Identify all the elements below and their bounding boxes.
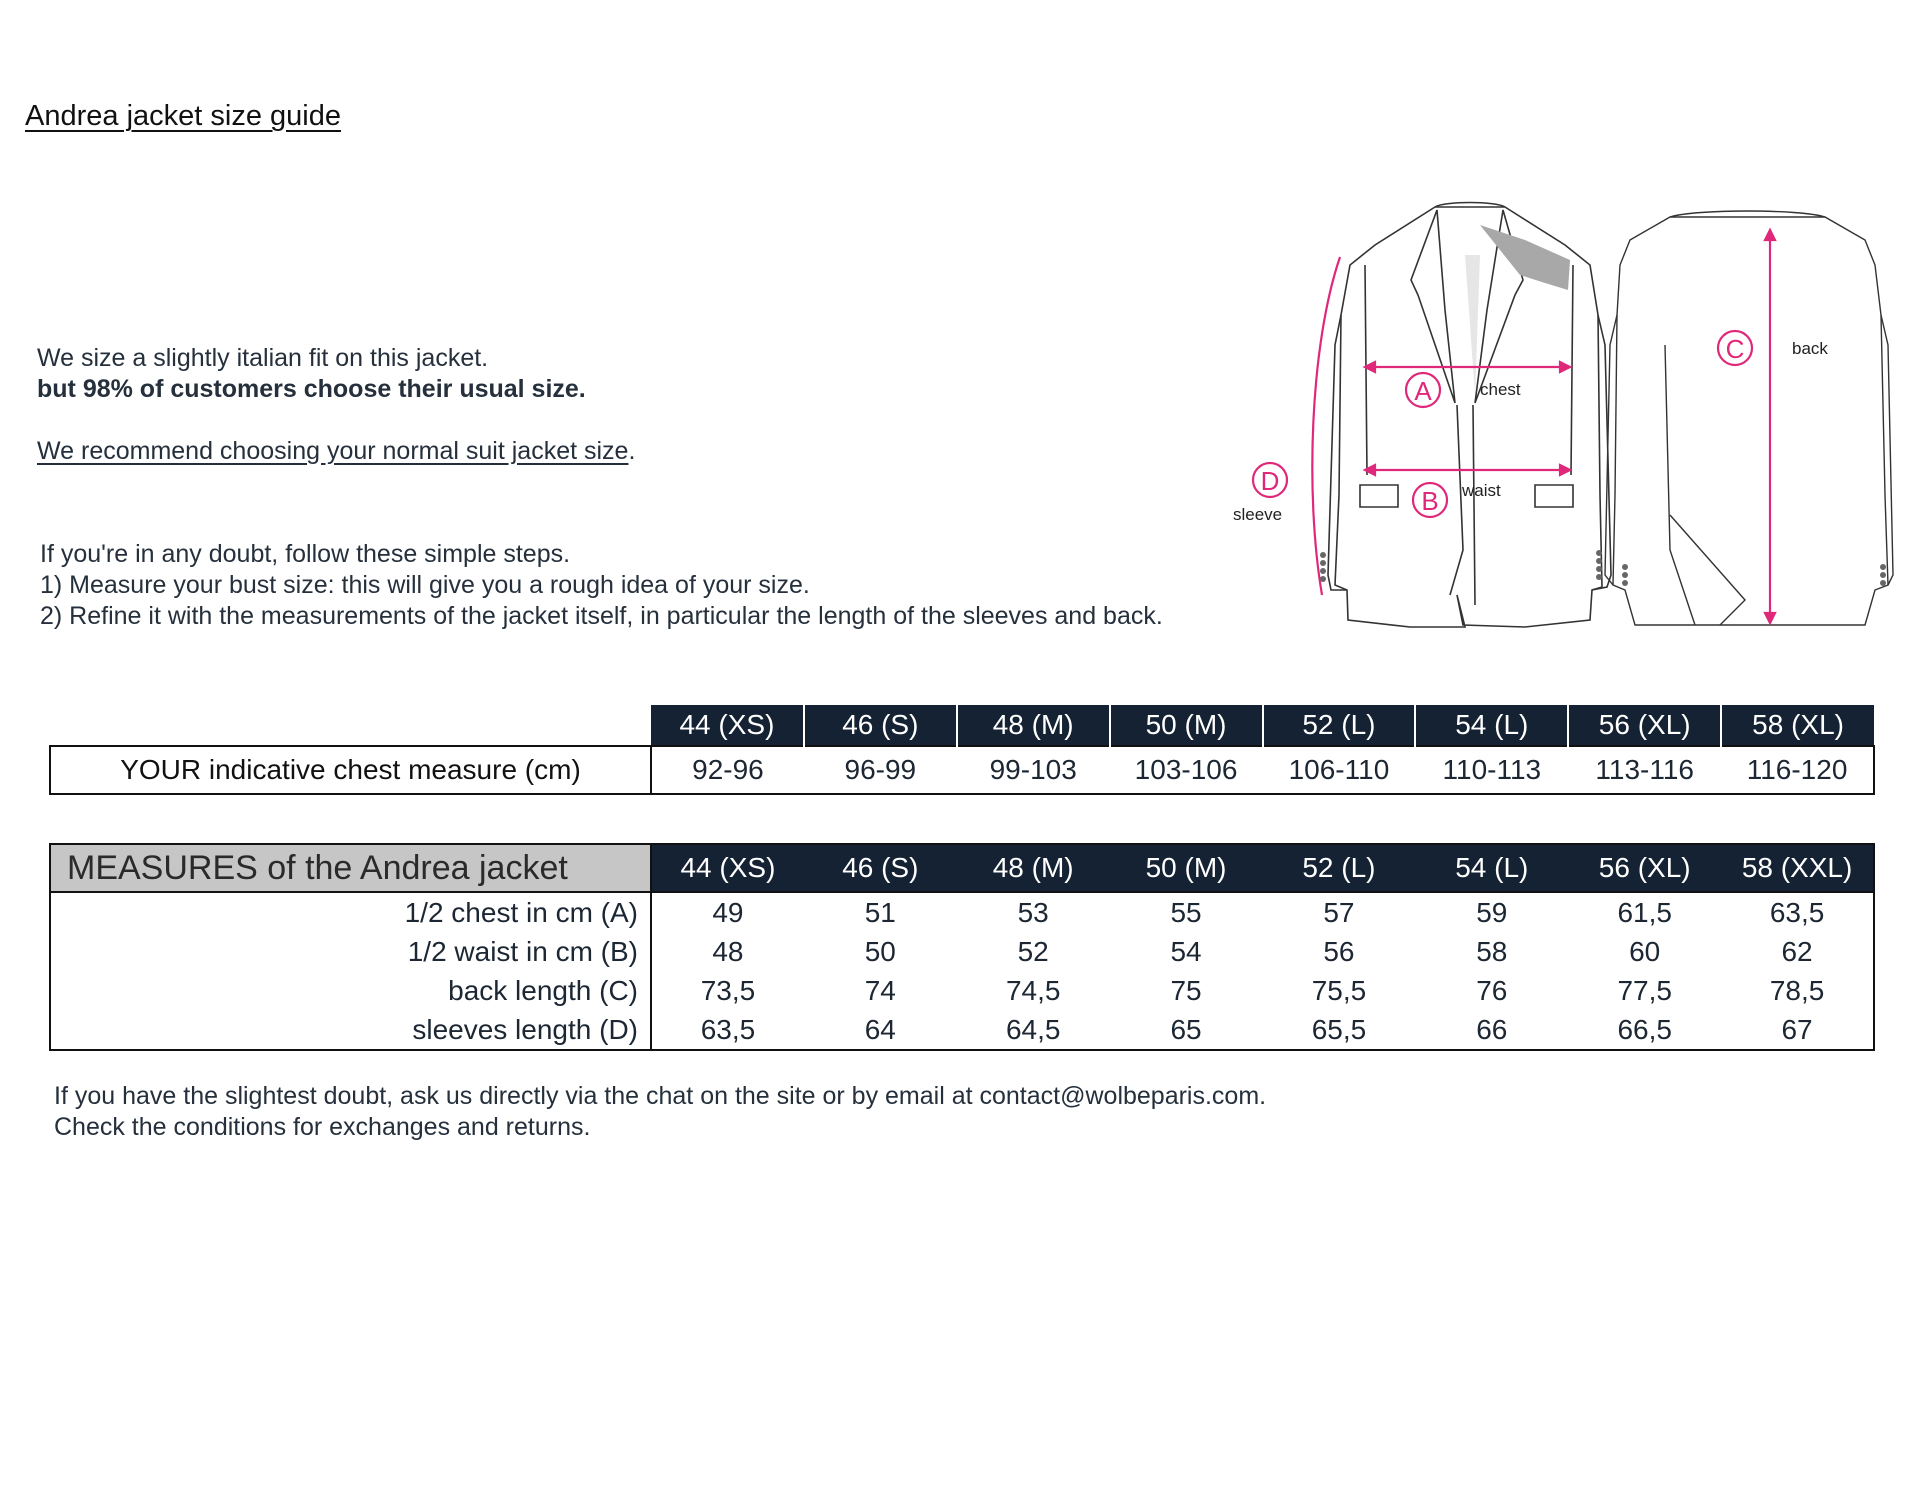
row-label: YOUR indicative chest measure (cm) [50,746,651,794]
marker-c: C [1725,334,1745,364]
row-label: back length (C) [50,971,651,1010]
shoulder-shading [1480,225,1570,290]
chest-table-header [50,705,1874,746]
table-cell: 67 [1781,1013,1813,1045]
row-label: sleeves length (D) [50,1010,651,1050]
footer-returns-text: Check the conditions for exchanges and returns. [54,1113,591,1141]
table-cell: 66 [1476,1013,1508,1045]
table-cell: 53 [957,892,1110,932]
steps-intro: If you're in any doubt, follow these simple steps. [40,540,571,568]
table-cell: 60 [1629,935,1661,967]
table-cell: 103-106 [1110,746,1263,794]
table-cell: 113-116 [1568,746,1721,794]
table-cell: 49 [651,892,804,932]
button-dots [1320,550,1886,586]
table-row [50,932,1874,971]
measures-table-header [50,844,1874,892]
size-header: 54 (L) [1415,705,1568,746]
size-header: 46 (S) [804,844,957,892]
row-label: 1/2 chest in cm (A) [50,892,651,932]
sleeve-label: sleeve [1233,505,1283,524]
jacket-diagram [1225,195,1910,635]
table-cell: 64 [864,1013,896,1045]
table-row [50,1010,1874,1050]
size-header: 46 (S) [804,705,957,746]
table-cell: 65,5 [1311,1013,1367,1045]
measure-lines [1312,230,1775,623]
table-cell: 63,5 [700,1013,756,1045]
footer-contact-text: If you have the slightest doubt, ask us directly via the chat on the site or by email at contact@wolbeparis.com. [54,1082,1267,1110]
table-cell: 63,5 [1721,892,1874,932]
intro-fit-text: We size a slightly italian fit on this jacket. [37,344,489,372]
table-cell: 57 [1263,892,1416,932]
intro-customers-text: but 98% of customers choose their usual size. [37,375,586,403]
recommend-link[interactable]: We recommend choosing your normal suit jacket size [37,437,629,465]
size-header: 50 (M) [1110,844,1263,892]
jacket-measures-table [49,843,1875,1051]
step-1: 1) Measure your bust size: this will give you a rough idea of your size. [40,571,810,599]
table-cell: 74 [864,974,896,1006]
table-cell: 78,5 [1769,974,1825,1006]
marker-a: A [1414,376,1432,406]
table-cell: 74,5 [1005,974,1061,1006]
table-cell: 65 [1170,1013,1202,1045]
size-header: 56 (XL) [1568,844,1721,892]
recommend-punct: . [628,437,636,465]
size-header: 54 (L) [1415,844,1568,892]
table-cell: 106-110 [1263,746,1416,794]
chest-label: chest [1480,380,1521,399]
blank-cell [50,705,651,746]
marker-circles [1253,331,1752,517]
recommend-line [37,437,635,466]
step-2: 2) Refine it with the measurements of the jacket itself, in particular the length of the sleeves and back. [40,602,1163,630]
table-cell: 92-96 [651,746,804,794]
table-cell: 99-103 [957,746,1110,794]
table-cell: 62 [1781,935,1813,967]
table-cell: 96-99 [804,746,957,794]
measures-header-label: MEASURES of the Andrea jacket [50,844,651,892]
table-cell: 75,5 [1311,974,1367,1006]
marker-b: B [1421,486,1439,516]
size-header: 56 (XL) [1568,705,1721,746]
size-header: 50 (M) [1110,705,1263,746]
shirt-shading [1465,255,1480,395]
table-cell: 77,5 [1617,974,1672,1006]
row-label: 1/2 waist in cm (B) [50,932,651,971]
chest-measure-table [49,705,1875,795]
back-label: back [1792,339,1828,358]
table-cell: 76 [1476,974,1508,1006]
table-row [50,892,1874,932]
table-cell: 55 [1110,892,1263,932]
table-row [50,971,1874,1010]
size-header: 48 (M) [957,844,1110,892]
table-cell: 73,5 [700,974,756,1006]
table-cell: 75 [1170,974,1202,1006]
waist-label: waist [1462,481,1501,500]
size-header: 52 (L) [1263,844,1416,892]
table-cell: 110-113 [1415,746,1568,794]
size-header: 58 (XL) [1721,705,1874,746]
table-cell: 58 [1476,935,1508,967]
back-jacket-outline [1605,211,1893,625]
marker-d: D [1260,466,1280,496]
size-header: 52 (L) [1263,705,1416,746]
table-cell: 56 [1323,935,1355,967]
table-cell: 54 [1170,935,1202,967]
size-header: 44 (XS) [651,844,804,892]
size-header: 58 (XXL) [1721,844,1874,892]
table-cell: 50 [864,935,896,967]
table-cell: 52 [1017,935,1049,967]
table-row [50,746,1874,794]
table-cell: 48 [712,935,744,967]
table-cell: 66,5 [1617,1013,1672,1045]
table-cell: 51 [804,892,957,932]
table-cell: 59 [1415,892,1568,932]
size-header: 48 (M) [957,705,1110,746]
table-cell: 64,5 [1005,1013,1061,1045]
table-cell: 116-120 [1721,746,1874,794]
page-title: Andrea jacket size guide [25,100,341,132]
size-header: 44 (XS) [651,705,804,746]
table-cell: 61,5 [1568,892,1721,932]
